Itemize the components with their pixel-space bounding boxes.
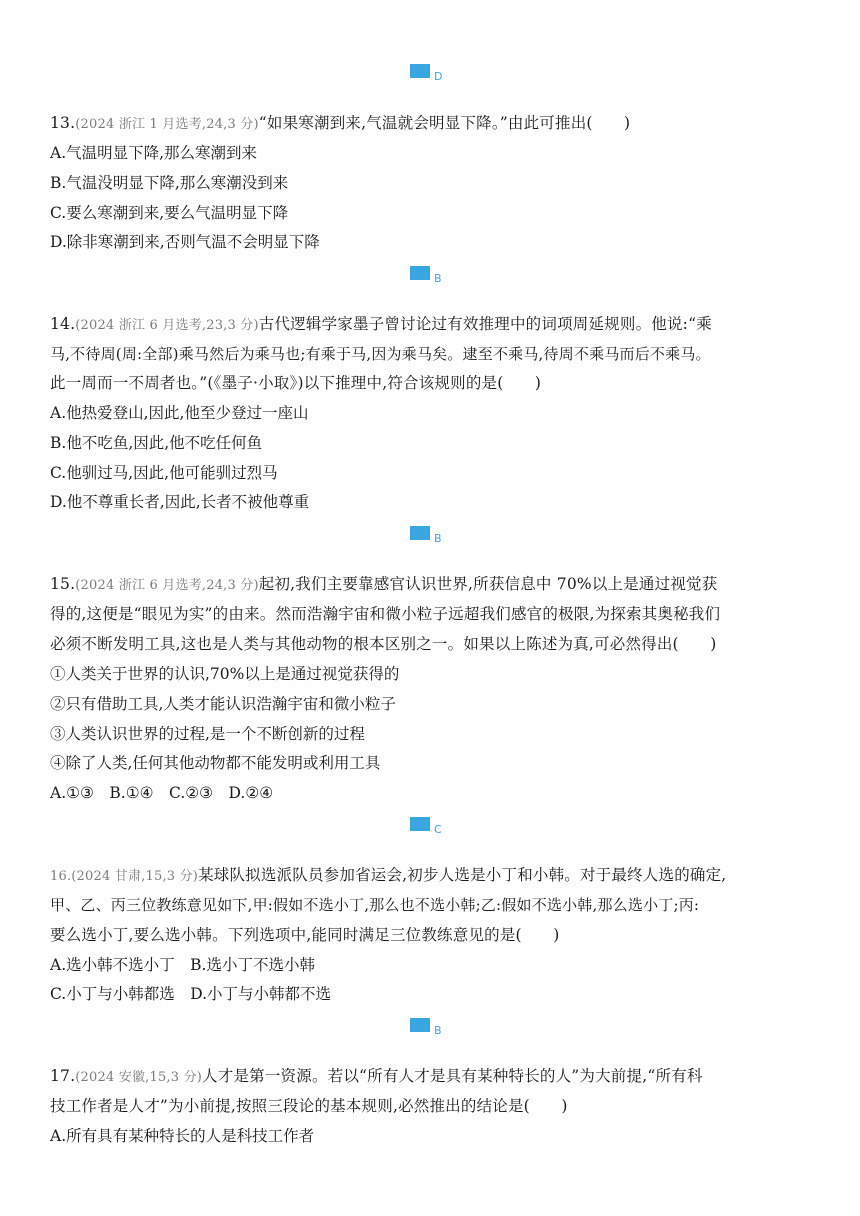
answer-letter: D	[434, 70, 443, 83]
option-c: C.他驯过马,因此,他可能驯过烈马	[50, 464, 278, 482]
question-16-stem-line-2: 甲、乙、丙三位教练意见如下,甲:假如不选小丁,那么也不选小韩;乙:假如不选小韩,那么选小丁;丙:	[50, 896, 700, 914]
answer-mark	[410, 62, 450, 86]
question-15-stem-line-1	[50, 574, 717, 596]
option-b: B.他不吃鱼,因此,他不吃任何鱼	[50, 434, 263, 452]
question-14-stem-line-2: 马,不待周(周:全部)乘马然后为乘马也;有乘于马,因为乘马矣。逮至不乘马,待周不乘马而后不乘马。	[50, 345, 711, 363]
answer-box-icon	[410, 1018, 430, 1032]
question-source: (2024 甘肃,15,3 分)	[71, 869, 199, 884]
answer-letter: B	[434, 532, 442, 545]
answer-mark	[410, 264, 450, 288]
question-source: (2024 浙江 6 月选考,23,3 分)	[75, 318, 259, 333]
answer-box-icon	[410, 817, 430, 831]
question-source: (2024 浙江 1 月选考,24,3 分)	[75, 117, 259, 132]
question-text: 起初,我们主要靠感官认识世界,所获信息中 70%以上是通过视觉获	[258, 575, 718, 593]
question-number: 14.	[50, 315, 76, 333]
question-13-stem	[50, 113, 630, 135]
option-a: A.所有具有某种特长的人是科技工作者	[50, 1127, 315, 1145]
question-15-stem-line-2: 得的,这便是“眼见为实”的由来。然而浩瀚宇宙和微小粒子远超我们感官的极限,为探索其奥秘我们	[50, 605, 721, 623]
question-14-stem-line-3: 此一周而一不周者也。”(《墨子·小取》)以下推理中,符合该规则的是( )	[50, 374, 542, 392]
statement-3: ③人类认识世界的过程,是一个不断创新的过程	[50, 725, 365, 743]
question-source: (2024 安徽,15,3 分)	[75, 1070, 203, 1085]
question-number: 16.	[50, 869, 72, 884]
answer-box-icon	[410, 64, 430, 78]
question-14-stem-line-1	[50, 314, 712, 336]
question-number: 15.	[50, 575, 76, 593]
option-b: B.气温没明显下降,那么寒潮没到来	[50, 174, 289, 192]
option-a: A.气温明显下降,那么寒潮到来	[50, 144, 258, 162]
statement-1: ①人类关于世界的认识,70%以上是通过视觉获得的	[50, 665, 400, 683]
question-17-stem-line-2: 技工作者是人才”为小前提,按照三段论的基本规则,必然推出的结论是( )	[50, 1097, 568, 1115]
question-text: 某球队拟选派队员参加省运会,初步人选是小丁和小韩。对于最终人选的确定,	[198, 866, 727, 884]
option-d: D.他不尊重长者,因此,长者不被他尊重	[50, 493, 310, 511]
question-16-stem-line-3: 要么选小丁,要么选小韩。下列选项中,能同时满足三位教练意见的是( )	[50, 926, 560, 944]
options-row-1: A.选小韩不选小丁 B.选小丁不选小韩	[50, 956, 315, 974]
statement-2: ②只有借助工具,人类才能认识浩瀚宇宙和微小粒子	[50, 695, 396, 713]
question-17-stem-line-1	[50, 1066, 703, 1088]
answer-mark	[410, 1016, 450, 1040]
option-d: D.除非寒潮到来,否则气温不会明显下降	[50, 233, 320, 251]
question-text: 古代逻辑学家墨子曾讨论过有效推理中的词项周延规则。他说:“乘	[258, 315, 712, 333]
answer-letter: C	[434, 823, 442, 836]
statement-4: ④除了人类,任何其他动物都不能发明或利用工具	[50, 754, 381, 772]
answer-letter: B	[434, 1024, 442, 1037]
option-a: A.他热爱登山,因此,他至少登过一座山	[50, 404, 309, 422]
question-15-stem-line-3: 必须不断发明工具,这也是人类与其他动物的根本区别之一。如果以上陈述为真,可必然得出( )	[50, 635, 717, 653]
answer-box-icon	[410, 266, 430, 280]
question-text: “如果寒潮到来,气温就会明显下降。”由此可推出( )	[258, 114, 631, 132]
option-c: C.要么寒潮到来,要么气温明显下降	[50, 204, 289, 222]
answer-mark	[410, 524, 450, 548]
answer-letter: B	[434, 272, 442, 285]
question-number: 17.	[50, 1067, 76, 1085]
options-row-2: C.小丁与小韩都选 D.小丁与小韩都不选	[50, 985, 332, 1003]
question-number: 13.	[50, 114, 76, 132]
answer-mark	[410, 815, 450, 839]
question-source: (2024 浙江 6 月选考,24,3 分)	[75, 578, 259, 593]
question-text: 人才是第一资源。若以“所有人才是具有某种特长的人”为大前提,“所有科	[202, 1067, 703, 1085]
answer-box-icon	[410, 526, 430, 540]
options-row: A.①③ B.①④ C.②③ D.②④	[50, 784, 274, 802]
question-16-stem-line-1	[50, 865, 726, 887]
